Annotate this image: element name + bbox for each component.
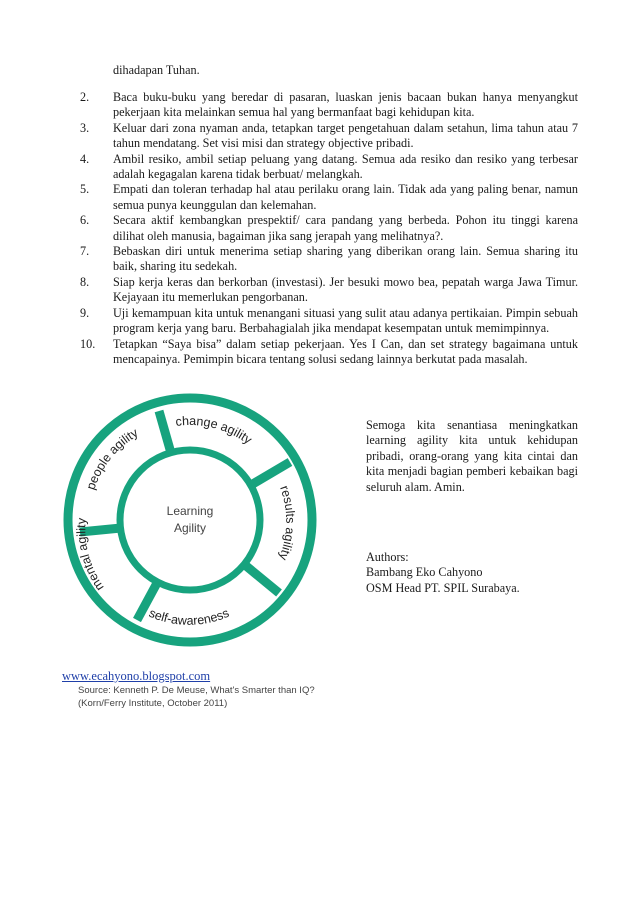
list-item [0, 275, 638, 306]
list-text: Siap kerja keras dan berkorban (investasi). Jer besuki mowo bea, pepatah warga Jawa Timur. Kejayaan itu memerlukan pengorbanan. [113, 274, 578, 305]
list-text: Tetapkan “Saya bisa” dalam setiap pekerjaan. Yes I Can, dan set strategy bagaimana untuk mencapainya. Pemimpin bicara tentang solusi sedang lainnya berkutat pada masalah. [113, 336, 578, 366]
segment-label-results: results agility [276, 483, 298, 563]
list-number: 8. [80, 274, 90, 289]
segment-label-mental: mental agility [74, 517, 107, 594]
continuation-text: dihadapan Tuhan. [113, 63, 200, 77]
list-item [0, 244, 638, 275]
list-number: 2. [80, 90, 90, 104]
center-label-line2: Agility [173, 521, 207, 535]
list-item [0, 90, 638, 121]
segment-label-people: people agility [83, 425, 141, 492]
authors-block [366, 550, 586, 596]
learning-agility-diagram [55, 385, 325, 655]
closing-paragraph: Semoga kita senantiasa meningkatkan learning agility kita untuk kehidupan pribadi, orang-orang yang kita cintai dan kita menjadi bagian pemberi kebaikan bagi seluruh alam. Amin. [366, 418, 578, 494]
author-position: OSM Head PT. SPIL Surabaya. [366, 580, 520, 595]
authors-heading: Authors: [366, 550, 409, 564]
numbered-list [0, 90, 638, 367]
list-number: 6. [80, 213, 90, 228]
list-number: 3. [80, 120, 90, 135]
list-item [0, 182, 638, 213]
list-item [0, 121, 638, 152]
center-label-line1: Learning [166, 504, 214, 518]
list-text: Baca buku-buku yang beredar di pasaran, luaskan jenis bacaan bukan hanya menyangkut pekerjaan kita melainkan semua hal yang bermanfaat bagi kehidupan kita. [113, 90, 578, 120]
list-text: Secara aktif kembangkan prespektif/ cara pandang yang berbeda. Pohon itu tinggi karena dilihat oleh manusia, bagaiman jika sang jerapah yang melihatnya?. [113, 213, 578, 243]
list-item [0, 306, 638, 337]
source-citation: Source: Kenneth P. De Meuse, What's Smarter than IQ? (Korn/Ferry Institute, October 2011) [78, 685, 315, 709]
website-link[interactable]: www.ecahyono.blogspot.com [62, 669, 211, 683]
list-item [0, 213, 638, 244]
list-text: Bebaskan diri untuk menerima setiap sharing yang diberikan orang lain. Semua sharing itu baik, sharing itu sedekah. [113, 244, 578, 274]
list-text: Uji kemampuan kita untuk menangani situasi yang sulit atau adanya pertikaian. Pimpin sebuah program kerja yang baru. Berbahagialah jika mendapat kesempatan untuk memimpinnya. [113, 305, 578, 336]
list-number: 10. [80, 336, 96, 351]
author-name: Bambang Eko Cahyono [366, 565, 483, 580]
list-number: 7. [80, 244, 90, 259]
list-text: Empati dan toleran terhadap hal atau perilaku orang lain. Tidak ada yang paling benar, namun semua punya keunggulan dan kelemahan. [113, 182, 578, 212]
segment-label-change: change agility [174, 413, 255, 447]
list-item [0, 337, 638, 368]
list-text: Ambil resiko, ambil setiap peluang yang datang. Semua ada resiko dan resiko yang terbesar adalah kegagalan karena tidak berbuat/ melangkah. [113, 151, 578, 182]
list-number: 4. [80, 151, 90, 166]
list-number: 9. [80, 305, 90, 320]
outer-ring [68, 398, 312, 642]
list-number: 5. [80, 182, 90, 197]
inner-ring [120, 450, 260, 590]
segment-label-self-awareness: self-awareness [146, 605, 232, 628]
list-item [0, 152, 638, 183]
list-text: Keluar dari zona nyaman anda, tetapkan target pengetahuan dalam setahun, lima tahun atau 7 tahun mendatang. Set visi misi dan strategy objective pribadi. [113, 120, 578, 151]
